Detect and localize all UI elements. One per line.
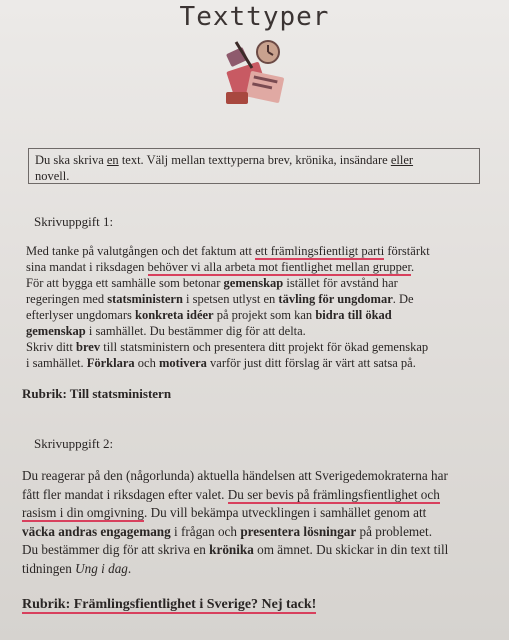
highlighted-phrase: rasism i din omgivning bbox=[22, 505, 144, 520]
text-run: Skriv ditt bbox=[26, 340, 77, 354]
text-run: i samhället. bbox=[26, 356, 87, 370]
text-run: förstärkt bbox=[384, 244, 430, 258]
text-run: på projekt som kan bbox=[213, 308, 316, 322]
bold-text: presentera lösningar bbox=[240, 523, 357, 539]
text-run: Du reagerar på den (någorlunda) aktuella händelsen att Sverigedemokraterna har bbox=[22, 468, 448, 483]
task-text-underlined: en bbox=[106, 153, 119, 167]
text-run: . bbox=[127, 560, 132, 576]
page-title: Texttyper bbox=[179, 2, 330, 32]
text-run: på problemet. bbox=[356, 523, 432, 539]
assignment-1-rubric: Rubrik: Till statsministern bbox=[22, 386, 172, 401]
task-text: text. Välj mellan texttyperna brev, krönika, insändare bbox=[118, 153, 391, 167]
text-run: och bbox=[134, 356, 159, 370]
text-run: till statsministern och presentera ditt projekt för ökad gemenskap bbox=[100, 340, 429, 354]
task-text: Du ska skriva bbox=[35, 153, 107, 167]
text-run: Med tanke på valutgången och det faktum att bbox=[26, 244, 256, 258]
bold-text: väcka andras engagemang bbox=[22, 523, 171, 539]
bold-text: gemenskap bbox=[223, 276, 284, 290]
text-run: tidningen bbox=[22, 560, 76, 576]
task-text: novell. bbox=[35, 169, 70, 183]
bold-text: tävling för ungdomar bbox=[278, 292, 393, 306]
text-run: istället för avstånd har bbox=[283, 276, 398, 290]
text-run: i spetsen utlyst en bbox=[182, 292, 279, 306]
task-text-underlined: eller bbox=[390, 153, 414, 167]
bold-text: konkreta idéer bbox=[135, 308, 214, 322]
highlighted-phrase: behöver vi alla arbeta mot fientlighet mellan grupper bbox=[147, 260, 411, 274]
text-run: i frågan och bbox=[170, 523, 241, 539]
text-run: fått fler mandat i riksdagen efter valet. bbox=[22, 486, 228, 502]
text-run: regeringen med bbox=[26, 292, 108, 306]
bold-text: brev bbox=[76, 340, 101, 354]
bold-text: motivera bbox=[158, 356, 207, 370]
bold-text: gemenskap bbox=[26, 324, 86, 338]
text-run: om ämnet. Du skickar in din text till bbox=[253, 542, 449, 557]
task-instruction-box bbox=[28, 148, 480, 184]
assignment-2-rubric bbox=[22, 597, 316, 613]
text-run: . bbox=[410, 260, 415, 274]
highlighted-phrase: ett främlingsfientligt parti bbox=[255, 244, 385, 258]
text-run: efterlyser ungdomars bbox=[26, 308, 135, 322]
highlighted-rubric: Rubrik: Främlingsfientlighet i Sverige? Nej tack! bbox=[22, 597, 317, 612]
bold-text: krönika bbox=[209, 542, 254, 557]
writing-clipart-image bbox=[222, 36, 290, 108]
text-run: . De bbox=[392, 292, 414, 306]
bold-text: bidra till ökad bbox=[315, 308, 392, 322]
text-run: varför just ditt förslag är värt att satsa på. bbox=[206, 356, 416, 370]
assignment-1-text bbox=[26, 243, 430, 371]
text-run: . Du vill bekämpa utvecklingen i samhället genom att bbox=[143, 505, 427, 520]
bold-text: statsministern bbox=[107, 292, 183, 306]
bold-text: Förklara bbox=[86, 356, 135, 370]
text-run: Du bestämmer dig för att skriva en bbox=[22, 542, 210, 557]
text-run: sina mandat i riksdagen bbox=[26, 260, 148, 274]
italic-text: Ung i dag bbox=[75, 560, 128, 576]
text-run: i samhället. Du bestämmer dig för att delta. bbox=[85, 324, 306, 338]
assignment-2-text bbox=[22, 467, 448, 578]
text-run: För att bygga ett samhälle som betonar bbox=[26, 276, 224, 290]
highlighted-phrase: Du ser bevis på främlingsfientlighet och bbox=[227, 486, 440, 502]
assignment-1-heading: Skrivuppgift 1: bbox=[34, 214, 114, 229]
assignment-2-heading: Skrivuppgift 2: bbox=[34, 436, 114, 451]
